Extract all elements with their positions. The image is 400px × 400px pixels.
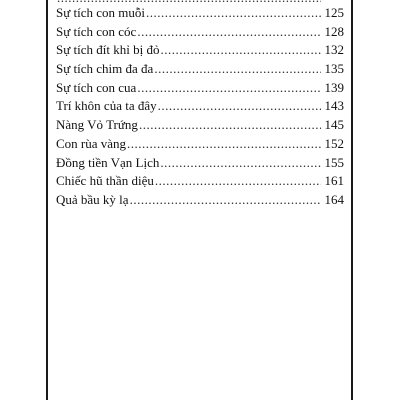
toc-leader-dots [137,79,321,98]
toc-entry-title: Sự tích đít khỉ bị đỏ [56,42,160,58]
toc-leader-dots [160,154,321,173]
toc-entry [56,191,344,210]
toc-entry [56,60,344,79]
right-border-line [351,0,353,400]
toc-entry [56,172,344,191]
toc-entry-page: 145 [324,117,344,133]
toc-entry-title: Đồng tiền Vạn Lịch [56,154,160,170]
toc-entry-title: Con rùa vàng [56,135,127,151]
toc-leader-dots [137,23,321,42]
toc-entry-page: 155 [324,154,344,170]
toc-entry-page: 125 [324,5,344,20]
toc-entry-page: 135 [324,61,344,77]
toc-entry-page: 161 [324,173,344,189]
toc-entry-title: Sự tích con muỗi [56,5,146,20]
toc-entry [56,41,344,60]
toc-leader-dots [139,116,321,135]
toc-entry [56,97,344,116]
toc-leader-dots [130,191,321,210]
toc-entry-title: Sự tích con cua [56,79,137,95]
toc-entry-page: 164 [324,191,344,207]
left-border-line [46,0,48,400]
toc-entry-title: Chiếc hũ thần diệu [56,173,154,189]
toc-entry-title: Quả bầu kỳ lạ [56,191,129,207]
toc-entry [56,23,344,42]
toc-leader-dots [158,97,321,116]
toc-leader-dots [154,60,321,79]
toc-leader-dots [127,135,321,154]
toc-entry-page: 128 [324,23,344,39]
toc-entry-page: 143 [324,98,344,114]
toc-entry-title: Nàng Vỏ Trứng [56,117,138,133]
toc-entry-page: 132 [324,42,344,58]
toc-leader-dots [155,172,321,191]
toc-entry [56,135,344,154]
toc-leader-dots [146,4,321,23]
toc-entry-title: Sự tích chim đa đa [56,61,154,77]
toc-entry [56,79,344,98]
toc-entry [56,154,344,173]
toc-entry [56,116,344,135]
toc-entry-page: 152 [324,135,344,151]
toc-entry-title: Sự tích con cóc [56,23,137,39]
toc-entry-title: Trí khôn của ta đây [56,98,157,114]
table-of-contents [56,0,344,210]
toc-entry-page: 139 [324,79,344,95]
toc-entry [56,4,344,23]
toc-leader-dots [160,41,321,60]
